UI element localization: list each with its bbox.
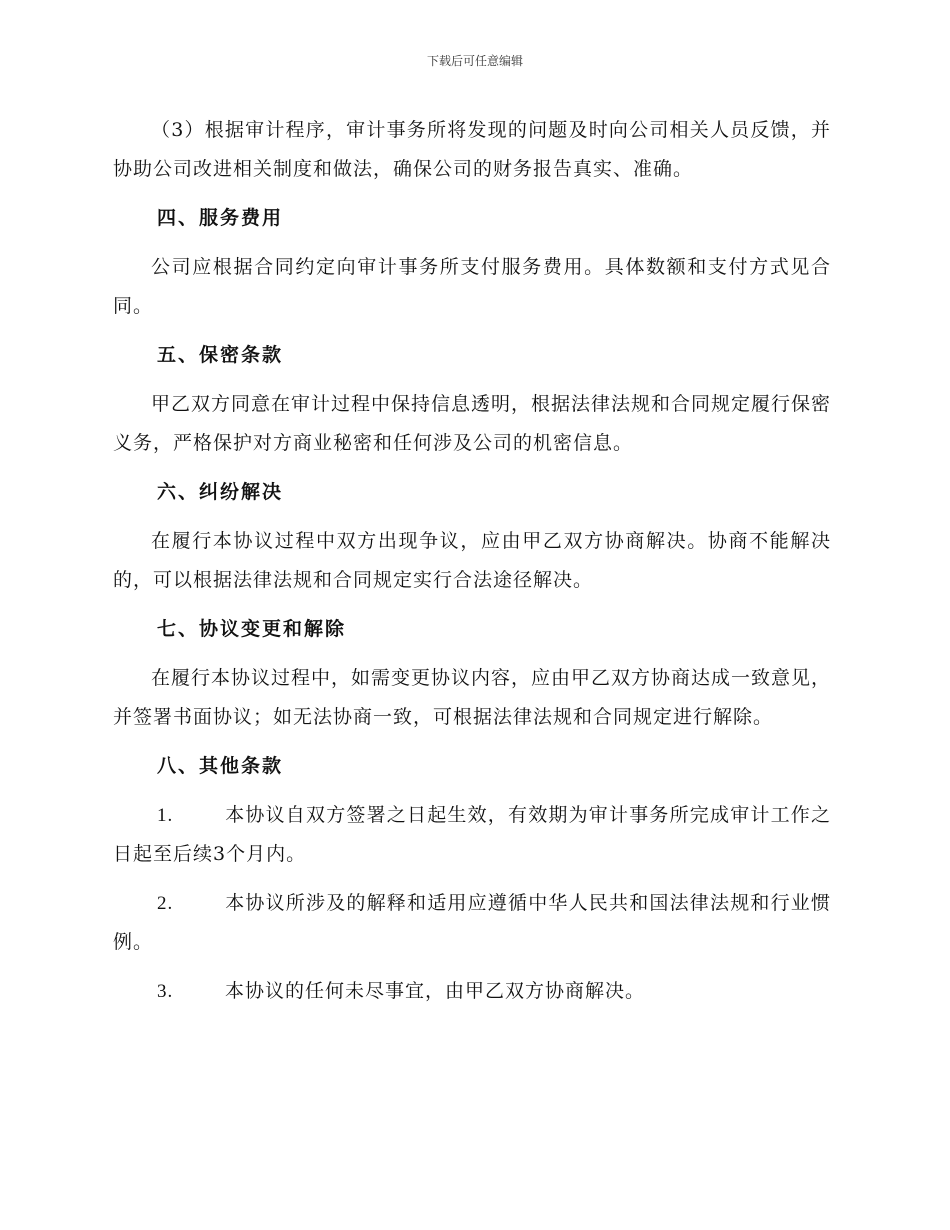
paragraph-audit-feedback: （3）根据审计程序，审计事务所将发现的问题及时向公司相关人员反馈，并协助公司改进相关制度和做法，确保公司的财务报告真实、准确。	[113, 119, 831, 180]
heading-amendment-termination: 七、协议变更和解除	[157, 618, 347, 640]
list-item-text: 本协议的任何未尽事宜，由甲乙双方协商解决。	[225, 980, 646, 1002]
heading-other-terms: 八、其他条款	[157, 755, 284, 777]
list-item	[113, 972, 831, 1011]
list-item	[113, 796, 831, 874]
page-header: 下载后可任意编辑	[426, 54, 523, 68]
list-item-text: 本协议所涉及的解释和适用应遵循中华人民共和国法律法规和行业惯例。	[113, 892, 831, 953]
list-item-number: 2.	[157, 893, 174, 914]
document-body	[113, 111, 831, 1021]
paragraph-confidentiality: 甲乙双方同意在审计过程中保持信息透明，根据法律法规和合同规定履行保密义务，严格保护对方商业秘密和任何涉及公司的机密信息。	[113, 393, 832, 454]
heading-service-fees: 四、服务费用	[157, 207, 284, 229]
paragraph-service-fees: 公司应根据合同约定向审计事务所支付服务费用。具体数额和支付方式见合同。	[113, 256, 831, 317]
paragraph-amendment-termination: 在履行本协议过程中，如需变更协议内容，应由甲乙双方协商达成一致意见，并签署书面协议；如无法协商一致，可根据法律法规和合同规定进行解除。	[113, 667, 832, 728]
heading-confidentiality: 五、保密条款	[157, 344, 284, 366]
heading-dispute-resolution: 六、纠纷解决	[157, 481, 284, 503]
list-item-number: 3.	[157, 981, 174, 1002]
list-item	[113, 884, 831, 962]
paragraph-dispute-resolution: 在履行本协议过程中双方出现争议，应由甲乙双方协商解决。协商不能解决的，可以根据法律法规和合同规定实行合法途径解决。	[113, 530, 831, 591]
list-item-text: 本协议自双方签署之日起生效，有效期为审计事务所完成审计工作之日起至后续3个月内。	[113, 804, 831, 865]
list-item-number: 1.	[157, 805, 174, 826]
